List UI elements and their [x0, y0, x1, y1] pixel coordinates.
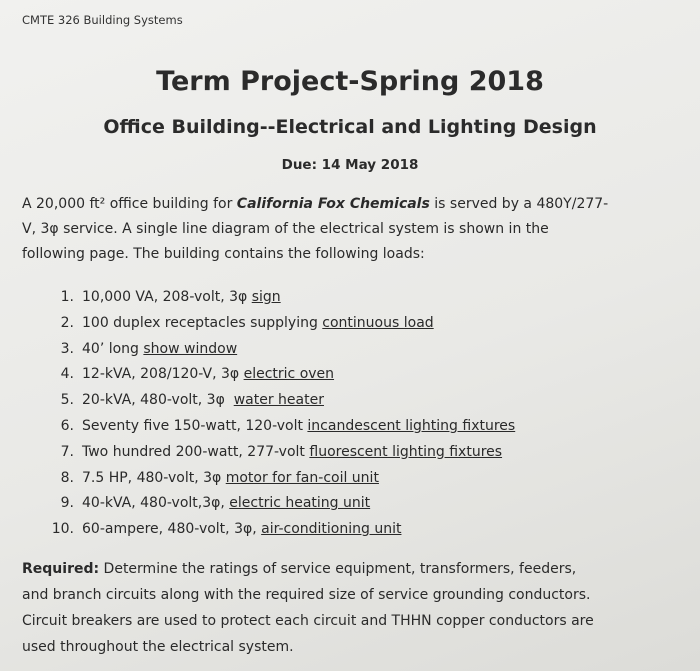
- required-line4: used throughout the electrical system.: [22, 639, 294, 655]
- required-label: Required:: [22, 561, 100, 577]
- item-text: 7.5 HP, 480-volt, 3φ: [82, 469, 226, 486]
- item-number: 8.: [60, 469, 74, 486]
- item-text: 12-kVA, 208/120-V, 3φ: [82, 366, 244, 383]
- list-item: [48, 414, 515, 440]
- required-line3: Circuit breakers are used to protect each circuit and THHN copper conductors are: [22, 613, 594, 629]
- required-line1: Determine the ratings of service equipment, transformers, feeders,: [99, 561, 577, 577]
- due-date: Due: 14 May 2018: [281, 157, 419, 173]
- required-paragraph: [22, 556, 682, 660]
- item-text: 40-kVA, 480-volt,3φ,: [82, 495, 230, 512]
- company-name: California Fox Chemicals: [236, 196, 430, 212]
- item-load-name: continuous load: [322, 314, 434, 331]
- item-load-name: electric oven: [243, 366, 335, 383]
- intro-line2: V, 3φ service. A single line diagram of the electrical system is shown in the: [22, 221, 549, 237]
- list-item: [48, 285, 515, 311]
- intro-line1-post: is served by a 480Y/277-: [429, 196, 609, 212]
- required-line2: and branch circuits along with the required size of service grounding conductors.: [22, 587, 591, 603]
- list-item: [48, 466, 515, 492]
- item-number: 4.: [60, 366, 74, 383]
- page-subtitle: Office Building--Electrical and Lighting Design: [103, 116, 597, 138]
- intro-line3: following page. The building contains the following loads:: [22, 246, 425, 262]
- item-load-name: motor for fan-coil unit: [225, 469, 379, 486]
- item-text: Seventy five 150-watt, 120-volt: [82, 417, 308, 434]
- item-number: 7.: [60, 443, 74, 460]
- item-text: 100 duplex receptacles supplying: [82, 314, 323, 331]
- list-item: [48, 517, 515, 543]
- item-number: 6.: [60, 417, 74, 434]
- item-load-name: fluorescent lighting fixtures: [309, 443, 503, 460]
- list-item: [48, 337, 515, 363]
- list-item: [48, 362, 515, 388]
- intro-line1-pre: A 20,000 ft² office building for: [22, 196, 237, 212]
- item-load-name: water heater: [233, 392, 324, 409]
- item-text: 10,000 VA, 208-volt, 3φ: [82, 289, 252, 305]
- item-load-name: show window: [143, 340, 238, 357]
- item-number: 2.: [60, 314, 74, 331]
- loads-list: [48, 285, 515, 543]
- item-text: Two hundred 200-watt, 277-volt: [82, 443, 310, 460]
- item-text: 60-ampere, 480-volt, 3φ,: [82, 521, 262, 538]
- item-number: 5.: [60, 392, 74, 409]
- item-load-name: sign: [251, 289, 281, 305]
- item-number: 9.: [60, 495, 74, 512]
- list-item: [48, 440, 515, 466]
- item-load-name: air-conditioning unit: [261, 521, 402, 538]
- list-item: [48, 491, 515, 517]
- item-text: 20-kVA, 480-volt, 3φ: [82, 392, 234, 409]
- item-load-name: electric heating unit: [229, 495, 371, 512]
- item-text: 40’ long: [82, 340, 144, 357]
- intro-paragraph: [22, 192, 682, 267]
- item-number: 1.: [60, 289, 74, 305]
- course-header: CMTE 326 Building Systems: [22, 13, 183, 27]
- item-load-name: incandescent lighting fixtures: [307, 417, 516, 434]
- item-number: 10.: [51, 521, 74, 538]
- page-title: Term Project-Spring 2018: [156, 66, 544, 97]
- list-item: [48, 311, 515, 337]
- list-item: [48, 388, 515, 414]
- item-number: 3.: [60, 340, 74, 357]
